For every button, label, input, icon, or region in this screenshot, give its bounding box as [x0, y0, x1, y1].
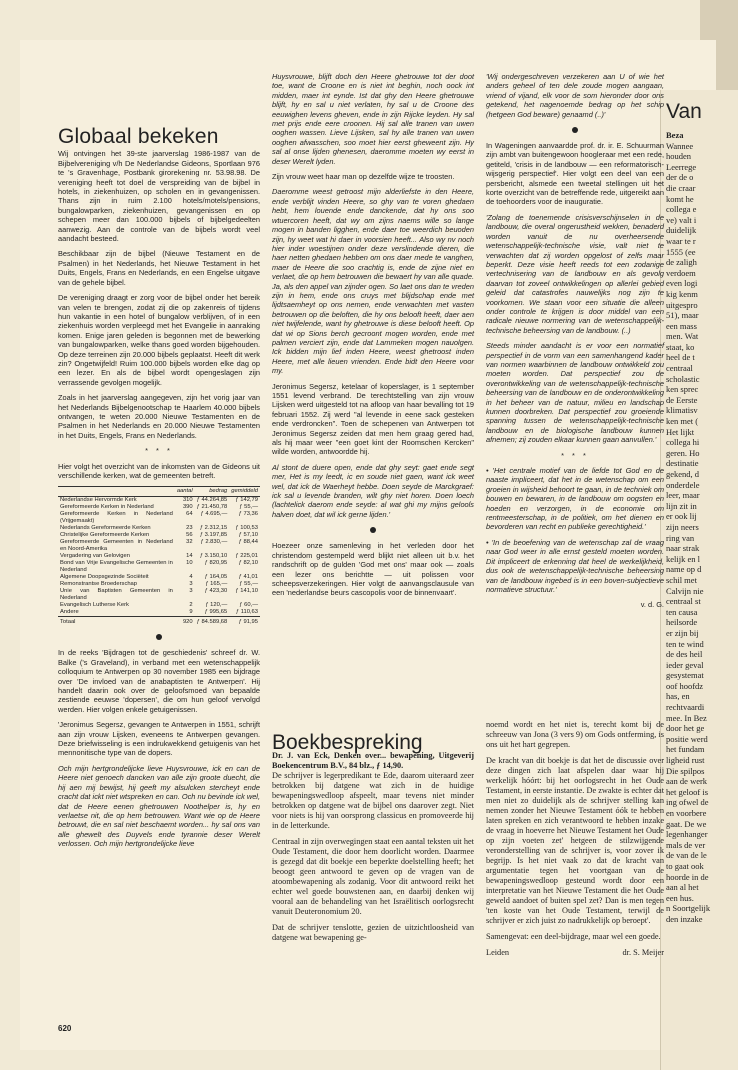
- adjacent-line: Calvijn nie: [666, 585, 704, 596]
- table-intro: Hier volgt het overzicht van de inkomsten van de Gideons uit verschillende kerken, wat de gemeenten betreft.: [58, 461, 260, 480]
- adjacent-title: Van: [666, 100, 702, 123]
- adjacent-line: de des heil: [666, 649, 703, 660]
- column-wageningen: [486, 72, 664, 610]
- adjacent-line: scholastic: [666, 373, 700, 384]
- review-title: Boekbespreking: [272, 731, 423, 754]
- adjacent-line: houden: [666, 151, 692, 162]
- adjacent-line: die craar: [666, 182, 696, 193]
- adjacent-line: ing ofwel de: [666, 797, 709, 808]
- adjacent-subtitle: Beza: [666, 130, 684, 140]
- section-divider-stars: * * *: [145, 446, 173, 456]
- church-income-table: [58, 486, 260, 626]
- quoted-press-release: Steeds minder aandacht is er voor een normatief perspectief in de vorm van een samenhangend kader van normen waarbinnen de landbouw ontwikkeld zou moeten worden. Dat perspectief zou de overontwikkeling van de wetenschappelijk-technische beheersing van de landbouw en de onderontwikkeling in het beheer van de natuur, milieu en landschap kunnen doorbreken. Dat perspectief zou groeiende spanning tussen de wetenschappelijk-technische landbouw en de biologische landbouw kunnen afnemen; zij zouden elkaar kunnen gaan aanvullen.': [486, 341, 664, 445]
- adjacent-line: verdoem: [666, 267, 696, 278]
- table-row: Evangelisch Lutherse Kerk 2 ƒ 120,— ƒ 60,—: [60, 602, 258, 609]
- table-row: Gereformeerde Kerken in Nederland (Vrijgemaakt) 64 ƒ 4.695,— ƒ 73,36: [60, 511, 258, 525]
- table-header: [58, 487, 175, 497]
- adjacent-line: aan de werk: [666, 776, 708, 787]
- adjacent-line: een hus.: [666, 892, 694, 903]
- bullet-divider: [370, 527, 376, 533]
- table-row: Remonstrantse Broederschap 3 ƒ 165,— ƒ 55,—: [60, 581, 258, 588]
- book-review: [272, 731, 474, 949]
- adjacent-line: 51), maar: [666, 310, 699, 321]
- bullet-divider: [156, 634, 162, 640]
- quoted-letter: Daeromme weest getroost mijn alderliefste in den Heere, ende verblijt vinden Heere, so ghy van te voren ghedaen hebt, hem louende ende danckende, dat hy ons soo wtuercoren heeft, dat wy om zijns naems wille so lange mogen in banden ligghen, ende daer toe weerdich beuoden zijn, hy weet wat hi daer in voorsien heeft... Also wy nv noch hier inder woestijnen onder deze verslindende dieren, die haer netten ghedaen hebben om ons daer mede te vanghen, maer de Heere die soo crachtig is, ende de zijne niet en verlaet, die op hem betrouwen die bewaert hy van alle quade. Ja, als den appel van zijnder ogen. So laet ons dan te vreden zijn in hem, ende ons cruys met blijdschap ende met lijdtsaemheyt op ons nemen, ende verwachten met vasten betrouwen op die beloften, die hy ons belooft heeft, daer aen niet twijfelende, want hy ghetrouwe is diese belooft heeft. Op dat wi op Sions berch gecroont mogen worden, ende met palmen verciert zijn, ende dat Lammeken mogen nauolgen. Ick bidden mijn lief inden Heere, weest ghetroost inden Heere, met alle lieuen vrienden. Ende bidt den Heere voor my.: [272, 187, 474, 376]
- adjacent-line: gekend, d: [666, 469, 700, 479]
- paragraph: Hoezeer onze samenleving in het verleden door het christendom gestempeld werd blijkt niet alleen uit b.v. het randschrift op de gulden 'God met ons' maar ook — zoals een lezer ons berichtte — uit polissen voor scheepsverzekeringen. Hier volgt de aanvangsclausule van een 'nederlandse beurs cascopolis voor de binnenvaart'.: [272, 541, 474, 598]
- adjacent-line: collega e: [666, 204, 697, 215]
- adjacent-line: waar te r: [666, 235, 696, 246]
- adjacent-line: de Eerste: [666, 394, 698, 405]
- adjacent-line: collega hi: [666, 437, 700, 448]
- adjacent-line: zijn neers: [666, 521, 699, 532]
- adjacent-line: heilsorde: [666, 617, 698, 628]
- adjacent-line: staat, ko: [666, 341, 695, 352]
- paragraph: De vereniging draagt er zorg voor de bijbel onder het bereik van velen te brengen, zodat zij die op zakenreis of tijdens hun vakantie in een hotel of bungalow verblijven, of in een ziekenhuis worden verpleegd met het Evangelie in aanraking komen. Enige jaren geleden is begonnen met de bewerking van bungalowparken, welke thans goed worden bijgehouden. Op deze terreinen zijn 20.000 bijbels geplaatst. Heeft dit werk zin? Ongetwijfeld! Ruim 100.000 bijbels worden elke dag op een lezer. En als de bijbel wordt opengeslagen zijn verrassende gevolgen mogelijk.: [58, 293, 260, 387]
- review-place: Leiden: [486, 948, 510, 957]
- table-header: aantal: [175, 487, 195, 497]
- table-row: Nederlandse Hervormde Kerk 310 ƒ 44.264,85 ƒ 142,79: [60, 497, 258, 504]
- adjacent-line: ve) valt i: [666, 214, 697, 225]
- thesis-statement: • 'In de beoefening van de wetenschap zal de vraag naar God weer in alle ernst gesteld moeten worden. Dit impliceert de erkenning dat heel de werkelijkheid, dus ook de wetenschappelijk-technische beheersing van de landbouw ingebed is in een boven-subjectieve normatieve structuur.': [486, 537, 664, 594]
- paragraph: De kracht van dit boekje is dat het de discussie over deze dingen zich laat afspelen daar waar hij werkelijk hóórt: bij het oorlogsrecht in het Oude Testament, in eerste instantie. De zwakte is echter dat men niet zo duidelijk als de schrijver stelling kan nemen zonder het Nieuwe Testament óók te hebben laten spreken en zich verantwoord te hebben inzake de vraag in hoeverre het Nieuwe Testament het Oude op zijn voeten zet' hetgeen de stilzwijgende veronderstelling van de schrijver is, voor zover ik begrijp. Is het niet vaak zo dat de kracht van argumentatie tegen het voortgaan van de bewapeningswedloop gesteund wordt door een interpretatie van het Nieuwe Testament die het Oude geweld aandoet of buiten spel zet? Dan is men tegen 'ten koste van het Oude Testament, terwijl de schrijver er zich juist zo nadrukkelijk op beroept'.: [486, 756, 664, 925]
- adjacent-line: kelijk en l: [666, 553, 700, 564]
- quoted-clause: 'Wij ondergeschreven verzekeren aan U of wie het anders geheel of ten dele zoude mogen aangaan, vriend of vijand, elk voor de som hieronder door ons getekend, het nagenoemde bedrag op het schip (hetgeen God beware) genaamd (..)': [486, 72, 664, 119]
- adjacent-line: centraal: [666, 363, 693, 374]
- adjacent-line: duidelijk: [666, 225, 697, 236]
- column-globaal-bekeken: [58, 125, 260, 855]
- adjacent-line: komt he: [666, 193, 694, 204]
- book-citation: Dr. J. van Eck, Denken over... bewapening, Uitgeverij Boekencentrum B.V., 84 blz., ƒ 14,90.: [272, 751, 474, 771]
- adjacent-line: aan al het: [666, 882, 699, 893]
- section-divider-stars: * * *: [561, 450, 589, 460]
- adjacent-line: kig kenm: [666, 288, 698, 299]
- paragraph: De schrijver is legerpredikant te Ede, daarom uiteraard zeer betrokken bij datgene wat zich in de huidige bewapeningswedloop afspeelt, maar tevens niet minder betrokken op datgene wat de bijbel ons daarover zegt. Niet voor niets is hij van oorsprong classicus en promoveerde hij in de letterkunde.: [272, 771, 474, 831]
- section-title: Globaal bekeken: [58, 125, 219, 148]
- adjacent-line: ken met (: [666, 416, 699, 427]
- adjacent-line: even logi: [666, 278, 698, 289]
- quoted-letter: Huysvrouwe, blijft doch den Heere ghetrouwe tot der doot toe, want de Croone en is niet int beghin, noch oock int midden, maer int eynde. Ist dat ghy den Heere ghetrouwe blijft, hy en sal u niet verlaten, hy sal u de Croone des eeuwighen levens gheven, ende in zijn Rijcke leyden. Hy sal met prijs ende eere croonen. Hij sal alle tranen van uwen ooghen wassen. Lieve Lijsken, sal hy alle tranen van uwen ooghen afwasschen, soo moet hier eerst gheweent zijn. Hy sal al onse lijden ghenesen, daeromme moeten wy eerst in deser Werelt lyden.: [272, 72, 474, 166]
- adjacent-line: ieder geval: [666, 659, 704, 670]
- paragraph: Dat de schrijver tenslotte, gezien de uitzichtloosheid van datgene wat bewapening ge-: [272, 923, 474, 943]
- adjacent-line: name op d: [666, 564, 702, 575]
- adjacent-line: den inzake: [666, 913, 703, 924]
- paragraph: Jeronimus Segersz, ketelaar of koperslager, is 1 september 1551 levend verbrand. De terechtstelling van zijn vrouw Lijsken werd uitgesteld tot na afloop van haar bevalling tot 19 februari 1552. Zij werd "al levende in eene sack gesteken ende verdroncken". Toen de schepenen van Antwerpen tot Jeronimus Segersz zeiden dat men hem graag gered had, als hij maar weer "een goet kint der Roomschen Kercken" wilde worden, antwoordde hij.: [272, 381, 474, 457]
- adjacent-line: Het lijkt: [666, 426, 695, 437]
- table-header: bedrag: [195, 487, 230, 497]
- table-row: Gereformeerde Kerken in Nederland 390 ƒ 21.450,78 ƒ 55,—: [60, 504, 258, 511]
- adjacent-line: uitgespro: [666, 299, 698, 310]
- adjacent-line: geren. Ho: [666, 447, 700, 458]
- adjacent-line: een mass: [666, 320, 697, 331]
- adjacent-line: naar strak: [666, 543, 700, 554]
- adjacent-line: mee. In Bez: [666, 712, 707, 723]
- adjacent-line: ligheid rust: [666, 755, 705, 766]
- table-row: Christelijke Gereformeerde Kerken 56 ƒ 3.197,85 ƒ 57,10: [60, 532, 258, 539]
- paragraph: Zoals in het jaarverslag aangegeven, zijn het vorig jaar van het Nederlands Bijbelgenootschap te Haarlem 40.000 bijbels ontvangen, te weten 20.000 Nieuwe Testamenten en de Psalmen in het Nederlands en 20.000 Nieuwe Testamenten in het Duits, Engels, Frans en Nederlands.: [58, 393, 260, 440]
- adjacent-line: door het ge: [666, 723, 705, 734]
- review-signature: dr. S. Meijer: [622, 948, 664, 957]
- column-letters: [272, 72, 474, 604]
- adjacent-line: ken sprec: [666, 384, 699, 395]
- table-row: Algemene Doopsgezinde Sociëteit 4 ƒ 164,05 ƒ 41,01: [60, 574, 258, 581]
- table-row: Unie van Baptisten Gemeenten in Nederland 3 ƒ 423,30 ƒ 141,10: [60, 588, 258, 602]
- paragraph: Zijn vrouw weet haar man op dezelfde wijze te troosten.: [272, 172, 455, 182]
- table-row: Gereformeerde Gemeenten in Nederland en Noord-Amerika 32 ƒ 2.830,— ƒ 88,44: [60, 539, 258, 553]
- quoted-press-release: 'Zolang de toenemende crisisverschijnselen in de landbouw, die overal ongerustheid wekken, benaderd worden vanuit de nu overheersende wetenschappelijk-technische visie, valt niet te verwachten dat zij worden opgelost of zelfs maar beperkt. Deze visie heeft reeds tot een zodanige vertechnisering van de landbouw en als gevolg daarvan tot zoveel ontwikkelingen op allerlei gebied geleid dat catastrofes nauwelijks nog zijn te voorkomen. We staan voor een situatie die alleen onder controle te krijgen is door middel van een radicale nieuwe normering van de wetenschappelijk-technische beheersing van de landbouw. (..): [486, 212, 664, 335]
- adjacent-line: heel de t: [666, 352, 695, 363]
- table-total-row: Totaal 920 ƒ 84.589,68 ƒ 91,95: [58, 617, 260, 627]
- adjacent-line: het fundam: [666, 744, 705, 755]
- adjacent-line: gesystemat: [666, 670, 704, 681]
- table-row: Vergadering van Gelovigen 14 ƒ 3.150,10 ƒ 225,01: [60, 553, 258, 560]
- adjacent-line: lijn zit in: [666, 500, 697, 511]
- review-footer: [486, 948, 664, 958]
- table-header: gemiddeld: [229, 487, 260, 497]
- table-row: Nederlands Gereformeerde Kerken 23 ƒ 2.312,15 ƒ 100,53: [60, 525, 258, 532]
- adjacent-line: ten te wind: [666, 638, 704, 649]
- page-number: 620: [58, 1024, 72, 1033]
- adjacent-line: mals de ver: [666, 839, 706, 850]
- adjacent-line: Leerrege: [666, 161, 697, 172]
- adjacent-line: schil met: [666, 574, 697, 585]
- adjacent-line: klimatisv: [666, 405, 698, 416]
- adjacent-line: Die spilpos: [666, 765, 705, 776]
- adjacent-line: leer, maar: [666, 490, 700, 501]
- adjacent-line: 1555 (ee: [666, 246, 696, 257]
- adjacent-line: has, en: [666, 691, 690, 702]
- paragraph: Samengevat: een deel-bijdrage, maar wel een goede.: [486, 932, 661, 941]
- paragraph: noemd wordt en het niet is, terecht komt bij de schreeuw van Jona (3 vers 9) om Gods ontferming, is ons uit het hart gegrepen.: [486, 720, 664, 749]
- thesis-statement: • 'Het centrale motief van de liefde tot God en de naaste impliceert, dat het in de wetenschap om een groeien in wijsheid behoort te gaan, in de techniek om bouwen en bewaren, in de landbouw om oogsten en hoeden en verzorgen, in de economie om rentmeesterschap, in de politiek, om het dienen en bevorderen van recht en publieke gerechtigheid.': [486, 466, 664, 532]
- adjacent-line: centraal st: [666, 596, 701, 607]
- adjacent-line: de van de le: [666, 850, 707, 861]
- paragraph: Beschikbaar zijn de bijbel (Nieuwe Testament en de Psalmen) in het Nederlands, het Nieuwe Testament in het Duits, Engels, Frans en Nederlands, en een Engelse uitgave van de gehele bijbel.: [58, 249, 260, 287]
- quoted-letter: Och mijn hertgrondelijcke lieve Huysvrouwe, ick en can de Heere niet genoech dancken van alle zijn groote duecht, die hij aen mij bewijst, hij geeft my alsulcken stercheyt ende cracht dat ickt niet wtspreken en can. Och nu bevinde ick wel, dat de Heere eenen ghetrouwen Noothelper is, hy en verlaetse nit, die op hem betrouwen. Want wie op de Heere betrouwt, die en sal niet beschaemt worden... hy sal ons van alle ghewelt des Duyvels ende tyrannie deser Werelt verlossen. Och mijn hertgrondelijcke lieve: [58, 763, 260, 849]
- adjacent-line: onderdele: [666, 479, 700, 490]
- adjacent-line: to gaat ook: [666, 860, 704, 871]
- adjacent-line: rechtvaardi: [666, 702, 705, 713]
- adjacent-line: hoorde in de: [666, 871, 709, 882]
- adjacent-line: positie werd: [666, 733, 708, 744]
- adjacent-line: gaat. De we: [666, 818, 707, 829]
- adjacent-line: men. Wat: [666, 331, 699, 342]
- adjacent-line: ring van: [666, 532, 695, 543]
- adjacent-line: destinatie: [666, 458, 699, 469]
- paragraph: Wij ontvingen het 39-ste jaarverslag 1986-1987 van de Bijbelvereniging v/h De Nederlandse Gideons, Sportlaan 976 te 's Gravenhage, Postbank girorekening nr. 53.98.98. De vereniging heeft tot doel de verspreiding van de bijbel in hotels, in ziekenhuizen, op scholen en in gevangenissen. Thans zijn in ruim 2.100 hotels/motels/pensions, bungalowparken, ziekenhuizen, gevangenissen en op schepen meer dan 100.000 bijbels of bijbelgedeelten aanwezig. Aan de controle van de bijbels wordt veel aandacht besteed.: [58, 149, 260, 244]
- adjacent-line: het geloof is: [666, 786, 709, 797]
- paragraph: 'Jeronimus Segersz, gevangen te Antwerpen in 1551, schrijft aan zijn vrouw Lijsken, eveneens te Antwerpen gevangen. Deze briefwisseling is een indrukwekkend getuigenis van het mennonitische type van de dopers.: [58, 720, 260, 758]
- book-review-continued: [486, 720, 664, 958]
- adjacent-line: Wannee: [666, 140, 694, 151]
- adjacent-line: legenhanger: [666, 829, 708, 840]
- quoted-letter: Al stont de duere open, ende dat ghy seyt: gaet ende segt mer, Het is my leedt, ic en soude niet gaen, want ick weet wel, dat ick de Waerheyt hebbe. Doen seyde de Marckgraef: ick sal u levende branden, wilt ghy niet horen. Doen loech (lachtelick daerom ende seyde: al wat ghi my mijns gelooſs halven doet, dat wil ick gerne lijden.': [272, 462, 474, 519]
- table-row: Andere 9 ƒ 995,65 ƒ 110,63: [60, 609, 258, 616]
- adjacent-line: n Soortgelijk: [666, 903, 711, 914]
- adjacent-line: der de o: [666, 172, 694, 183]
- bullet-divider: [572, 127, 578, 133]
- adjacent-line: oof hoofdz: [666, 680, 704, 691]
- paragraph: Centraal in zijn overwegingen staat een aantal teksten uit het Oude Testament, die door hem doorlicht worden. Daarmee is gezegd dat dit boekje een beperkte doelstelling heeft; het beoogt geen antwoord te geven op de vragen van de atoombewapening als zodanig. Voor dit antwoord reikt het echter wel goede bouwstenen aan, en daarbij denken wij vooral aan de behandeling van het Israëlitisch oorlogsrecht vanuit Deuteronomium 20.: [272, 837, 474, 917]
- adjacent-line: er ook lij: [666, 511, 697, 522]
- paragraph: In de reeks 'Bijdragen tot de geschiedenis' schreef dr. W. Balke ('s Graveland), in verband met een wetenschappelijk colloquium te Antwerpen op 30 november 1985 een bijdrage over 'De invloed van de anabaptisten te Antwerpen'. Hij handelt daarin ook over de geloofsmoed van bepaalde zestiende eeuwse 'dopersen', die om hun geloof vervolgd werden. Hier volgen enkele getuigenissen.: [58, 648, 260, 714]
- adjacent-line: de zaligh: [666, 257, 697, 268]
- table-row: Bond van Vrije Evangelische Gemeenten in Nederland 10 ƒ 820,95 ƒ 82,10: [60, 560, 258, 574]
- adjacent-line: er zijn bij: [666, 627, 699, 638]
- adjacent-page-text: [666, 100, 734, 925]
- paragraph: In Wageningen aanvaardde prof. dr. ir. E. Schuurman zijn ambt van buitengewoon hoogleraar met een rede, getiteld, 'crisis in de landbouw — een reformatorisch-wijsgerig perspectief'. Hier volgt een deel van een persbericht, alsmede een tweetal stellingen uit het korte overzicht van de betreffende rede, uitgereikt aan de toehoorders voor de inauguratie.: [486, 141, 664, 207]
- adjacent-line: ten causa: [666, 606, 698, 617]
- adjacent-line: en voorbere: [666, 808, 707, 818]
- signature: v. d. G.: [640, 600, 664, 610]
